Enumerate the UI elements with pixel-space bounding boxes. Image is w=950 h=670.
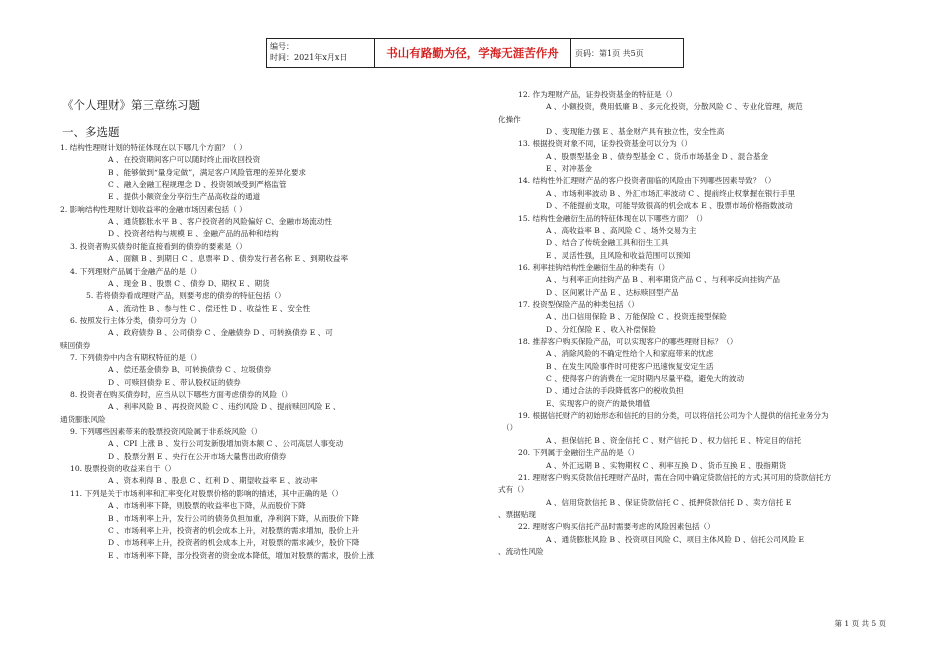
right-text-line: D 、结合了传统金融工具和衍生工具 — [546, 238, 669, 248]
doc-time-label: 时间：2021年x月x日 — [270, 53, 348, 62]
right-text-line: A 、高收益率 B 、高风险 C 、场外交易为主 — [546, 225, 697, 235]
header-table — [266, 38, 684, 68]
header-page-number: 页码：第1页 共5页 — [575, 48, 644, 58]
right-text-line: D 、不能提前支取，可能导致很高的机会成本 E 、股票市场价格指数波动 — [546, 201, 793, 211]
right-text-line: 、票据贴现 — [498, 509, 536, 519]
left-text-line: A 、通货膨胀水平 B 、客户投资者的风险偏好 C、金融市场流动性 — [108, 217, 332, 227]
left-text-line: A 、在投资期间客户可以随时终止而收回投资 — [108, 155, 261, 165]
left-text-line: A 、资本利得 B 、股息 C 、红利 D 、期望收益率 E 、波动率 — [108, 476, 318, 486]
left-text-line: B 、市场利率上升，发行公司的债务负担加重，净利润下降，从而股价下降 — [108, 513, 359, 523]
left-text-line: A 、偿还基金债券 B、可转换债券 C 、垃圾债券 — [108, 365, 272, 375]
left-text-line: C 、融入金融工程规理念 D 、投资领域受到严格监管 — [108, 180, 287, 190]
left-text-line: 10. 股票投资的收益来自于（） — [70, 464, 176, 474]
right-text-line: E、实现客户的资产的最快增值 — [546, 398, 651, 408]
right-text-line: 21. 理财客户购买贷款信托理财产品时，需在合同中确定贷款信托的方式;其可用的贷款信托方 — [518, 472, 832, 482]
right-text-line: （） — [502, 423, 518, 433]
right-text-line: E 、对冲基金 — [546, 164, 592, 174]
doc-number-label: 编号： — [270, 42, 294, 51]
right-text-line: 化操作 — [498, 114, 521, 124]
left-text-line: D 、投资者结构与规模 E 、金融产品的品种和结构 — [108, 229, 279, 239]
left-text-line: A 、现金 B 、股票 C 、债券 D、期权 E 、期货 — [108, 278, 270, 288]
right-text-line: C 、使得客户的消费在一定时期内尽量平稳，避免大的波动 — [546, 374, 745, 384]
right-text-line: D 、分红保险 E 、收入补偿保险 — [546, 324, 656, 334]
left-text-line: A 、流动性 B 、参与性 C 、偿还性 D 、收益性 E 、安全性 — [108, 303, 311, 313]
right-text-line: D 、变现能力强 E 、基金财产具有独立性，安全性高 — [546, 127, 725, 137]
left-text-line: 6. 按照发行主体分类，债券可分为（） — [70, 315, 202, 325]
left-text-line: D 、股票分割 E 、央行在公开市场大量售出政府债券 — [108, 451, 287, 461]
right-text-line: D 、通过合法的手段降低客户的税收负担 — [546, 386, 684, 396]
left-text-line: C 、市场利率上升，投资者的机会成本上升，对股票的需求增加，股价上升 — [108, 525, 360, 535]
left-text-line: 7. 下列债券中内含有期权特征的是（） — [70, 352, 202, 362]
left-text-line: A 、市场利率下降，则股票的收益率也下降，从而股价下降 — [108, 501, 306, 511]
right-text-line: 18. 推荐客户购买保险产品，可以实现客户的哪些理财目标？（） — [518, 337, 738, 346]
right-text-line: A 、通货膨胀风险 B 、投资项目风险 C、项目主体风险 D 、信托公司风险 E — [546, 534, 805, 544]
left-text-line: A 、利率风险 B 、再投资风险 C 、违约风险 D 、提前赎回风险 E 、 — [108, 402, 341, 412]
left-text-line: 11. 下列是关于市场利率和汇率变化对股票价格的影响的描述，其中正确的是（） — [70, 488, 343, 498]
header-motto: 书山有路勤为径，学海无涯苦作舟 — [375, 39, 571, 67]
right-text-line: 13. 根据投资对象不同，证券投资基金可以分为（） — [518, 139, 692, 149]
right-text-line: A 、与利率正向挂钩产品 B 、利率期货产品 C 、与利率反向挂钩产品 — [546, 275, 780, 285]
left-text-line: A 、面额 B 、到期日 C 、息票率 D 、债券发行者名称 E 、到期收益率 — [108, 254, 349, 264]
right-text-line: B 、在发生风险事件时可使客户迅速恢复安定生活 — [546, 361, 714, 371]
right-text-line: 17. 投资型保险产品的种类包括（） — [518, 299, 639, 309]
right-text-line: 20. 下列属于金融衍生产品的是（） — [518, 448, 639, 458]
right-text-line: 22. 理财客户购买信托产品时需要考虑的风险因素包括（） — [518, 522, 715, 532]
left-text-line: 2. 影响结构性理财计划收益率的金融市场因素包括（ ） — [60, 204, 247, 214]
left-text-line: A 、CPI 上涨 B 、发行公司发新股增加资本额 C 、公司高层人事变动 — [108, 439, 344, 449]
right-text-line: A 、小额投资，费用低廉 B 、多元化投资，分散风险 C 、专业化管理，规范 — [546, 102, 803, 112]
left-text-line: D 、市场利率上升，投资者的机会成本上升，对股票的需求减少，股价下降 — [108, 538, 360, 548]
left-text-line: 8. 投资者在购买债券时，应当从以下哪些方面考虑债券的风险（） — [70, 390, 293, 399]
left-text-line: B 、能够做到“量身定做”，满足客户风险管理的差异化要求 — [108, 167, 307, 177]
left-text-line: 1. 结构性理财计划的特征体现在以下哪几个方面？（ ） — [60, 143, 247, 152]
right-text-line: 式有（） — [498, 485, 529, 495]
right-text-line: 15. 结构性金融衍生品的特征体现在以下哪些方面？（） — [518, 213, 708, 223]
right-text-line: A 、信用贷款信托 B 、保证贷款信托 C 、抵押贷款信托 D 、卖方信托 E — [546, 497, 792, 507]
right-text-line: 、流动性风险 — [498, 546, 544, 556]
right-text-line: A 、股票型基金 B 、债券型基金 C 、货币市场基金 D 、混合基金 — [546, 151, 769, 161]
left-text-line: 赎回债券 — [60, 340, 91, 350]
right-text-line: D 、区间累计产品 E 、达标赎回型产品 — [546, 287, 679, 297]
right-text-line: A 、出口信用保险 B 、万能保险 C 、投资连接型保险 — [546, 312, 727, 322]
left-text-line: 通货膨胀风险 — [60, 414, 106, 424]
right-text-line: 19. 根据信托财产的初始形态和信托的目的分类，可以将信托公司为个人提供的信托业务分为 — [518, 411, 829, 421]
left-text-line: 3. 投资者购买债券时能直接看到的债券的要素是（） — [70, 241, 247, 251]
left-text-line: A 、政府债券 B 、公司债券 C 、金融债券 D 、可转换债券 E 、可 — [108, 328, 333, 338]
right-text-line: 14. 结构性外汇理财产品的客户投资者面临的风险由下列哪些因素导致？（） — [518, 176, 776, 186]
right-text-line: E 、灵活性强，且风险和收益范围可以预知 — [546, 250, 691, 260]
left-text-line: D 、可赎回债券 E 、带认股权证的债券 — [108, 377, 241, 387]
right-text-line: A 、担保信托 B 、资金信托 C 、财产信托 D 、权力信托 E 、特定目的信托 — [546, 435, 802, 445]
right-text-line: A 、外汇远期 B 、实物期权 C 、利率互换 D 、货币互换 E 、股指期货 — [546, 460, 787, 470]
left-text-line: 4. 下列理财产品属于金融产品的是（） — [70, 266, 202, 276]
left-text-line: E 、提供小额资金分享衍生产品高收益的通道 — [108, 192, 261, 202]
header-meta-cell — [267, 39, 375, 67]
right-text-line: A 、消除风险的不确定性给个人和家庭带来的忧虑 — [546, 349, 714, 359]
left-text-line: E 、市场利率下降，部分投资者的资金成本降低，增加对股票的需求，股价上涨 — [108, 550, 375, 560]
left-text-line: 5. 若将债券看成理财产品，则要考虑的债券的特征包括（） — [86, 291, 286, 301]
document-title: 《个人理财》第三章练习题 — [62, 98, 200, 112]
right-text-line: A 、市场利率波动 B 、外汇市场汇率波动 C 、提前终止权掌握在银行手里 — [546, 188, 796, 198]
footer-page-number: 第 1 页 共 5 页 — [834, 619, 886, 628]
left-text-line: 9. 下列哪些因素带来的股票投资风险属于非系统风险（） — [70, 427, 262, 437]
right-text-line: 12. 作为理财产品，证券投资基金的特征是（） — [518, 90, 677, 99]
section-title: 一、多选题 — [62, 125, 120, 139]
right-text-line: 16. 利率挂钩结构性金融衍生品的种类有（） — [518, 262, 670, 272]
